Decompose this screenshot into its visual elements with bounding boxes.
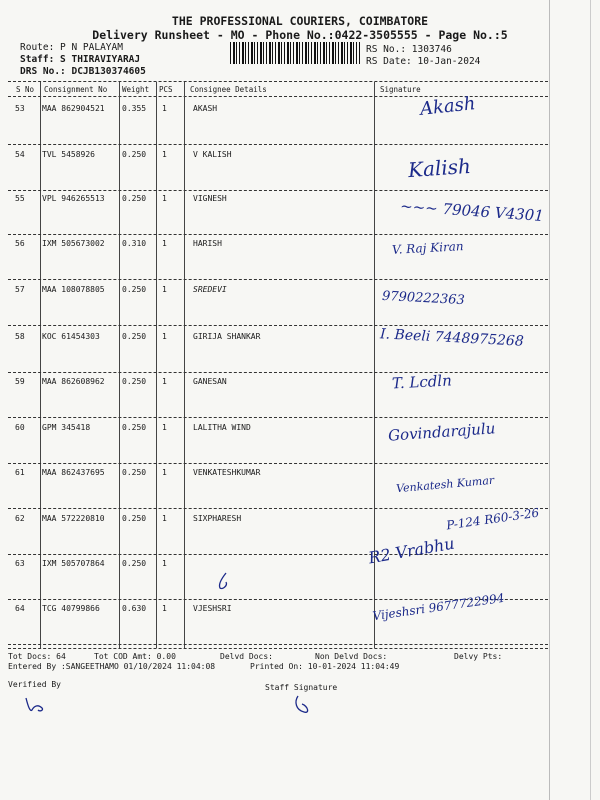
row-consignee: GIRIJA SHANKAR bbox=[193, 332, 261, 341]
row-consignee: VJESHSRI bbox=[193, 604, 232, 613]
tot-cod-amt: Tot COD Amt: 0.00 bbox=[94, 652, 176, 661]
row-63-pen-mark bbox=[212, 570, 236, 594]
staff-signature-mark bbox=[290, 692, 318, 722]
row-pcs: 1 bbox=[162, 150, 167, 159]
col-divider bbox=[184, 82, 185, 648]
row-sno: 64 bbox=[15, 604, 25, 613]
col-consignment: Consignment No bbox=[44, 85, 108, 94]
verified-by-label: Verified By bbox=[8, 680, 61, 689]
row-consignee: HARISH bbox=[193, 239, 222, 248]
header-top-rule bbox=[8, 81, 548, 82]
row-consignee: SREDEVI bbox=[193, 285, 227, 294]
page-edge bbox=[549, 0, 550, 800]
verified-by-signature bbox=[22, 692, 52, 716]
barcode bbox=[230, 42, 360, 64]
row-consignment: MAA 108078805 bbox=[42, 285, 105, 294]
row-signature: R2 Vrabhu bbox=[367, 533, 456, 568]
row-signature: Govindarajulu bbox=[387, 419, 496, 445]
row-pcs: 1 bbox=[162, 559, 167, 568]
row-signature: T. Lcdln bbox=[391, 371, 453, 393]
row-weight: 0.355 bbox=[122, 104, 147, 113]
page-edge-outer bbox=[590, 0, 591, 800]
row-consignment: MAA 862437695 bbox=[42, 468, 105, 477]
delvd-docs: Delvd Docs: bbox=[220, 652, 273, 661]
row-weight: 0.250 bbox=[122, 514, 147, 523]
row-pcs: 1 bbox=[162, 514, 167, 523]
row-consignment: TCG 40799866 bbox=[42, 604, 100, 613]
company-title: THE PROFESSIONAL COURIERS, COIMBATORE bbox=[171, 14, 429, 28]
row-divider bbox=[8, 190, 548, 191]
row-pcs: 1 bbox=[162, 423, 167, 432]
row-signature: Venkatesh Kumar bbox=[395, 473, 495, 496]
row-sno: 58 bbox=[15, 332, 25, 341]
row-consignee: AKASH bbox=[193, 104, 218, 113]
row-weight: 0.250 bbox=[122, 559, 147, 568]
printed-on: Printed On: 10-01-2024 11:04:49 bbox=[250, 662, 400, 671]
row-consignee: VENKATESHKUMAR bbox=[193, 468, 261, 477]
row-divider bbox=[8, 554, 548, 555]
row-consignment: VPL 946265513 bbox=[42, 194, 105, 203]
row-signature: Vijeshsri 9677722994 bbox=[371, 590, 506, 624]
col-divider bbox=[40, 82, 41, 648]
row-consignee: V KALISH bbox=[193, 150, 232, 159]
row-weight: 0.250 bbox=[122, 285, 147, 294]
row-divider bbox=[8, 325, 548, 326]
non-delvd-docs: Non Delvd Docs: bbox=[315, 652, 388, 661]
row-pcs: 1 bbox=[162, 285, 167, 294]
footer-rule bbox=[8, 648, 548, 649]
col-signature: Signature bbox=[380, 85, 421, 94]
row-divider bbox=[8, 508, 548, 509]
row-pcs: 1 bbox=[162, 332, 167, 341]
row-weight: 0.250 bbox=[122, 377, 147, 386]
col-sno: S No bbox=[16, 85, 35, 94]
delvy-pts: Delvy Pts: bbox=[454, 652, 503, 661]
row-divider bbox=[8, 372, 548, 373]
row-signature: I. Beeli 7448975268 bbox=[379, 326, 525, 350]
row-divider bbox=[8, 644, 548, 645]
row-sno: 60 bbox=[15, 423, 25, 432]
row-weight: 0.250 bbox=[122, 332, 147, 341]
row-signature: P-124 R60-3-26 bbox=[445, 505, 541, 533]
row-divider bbox=[8, 463, 548, 464]
row-consignment: IXM 505673002 bbox=[42, 239, 105, 248]
row-weight: 0.310 bbox=[122, 239, 147, 248]
row-weight: 0.630 bbox=[122, 604, 147, 613]
row-pcs: 1 bbox=[162, 604, 167, 613]
row-pcs: 1 bbox=[162, 194, 167, 203]
row-signature: Kalish bbox=[407, 153, 472, 183]
row-divider bbox=[8, 279, 548, 280]
row-consignment: MAA 862904521 bbox=[42, 104, 105, 113]
staff-signature-label: Staff Signature bbox=[265, 683, 338, 692]
row-sno: 57 bbox=[15, 285, 25, 294]
row-sno: 56 bbox=[15, 239, 25, 248]
tot-docs: Tot Docs: 64 bbox=[8, 652, 66, 661]
route-label: Route: P N PALAYAM bbox=[20, 42, 123, 53]
row-consignment: IXM 505707864 bbox=[42, 559, 105, 568]
runsheet-subtitle: Delivery Runsheet - MO - Phone No.:0422-3505555 - Page No.:5 bbox=[92, 28, 508, 42]
rs-date: RS Date: 10-Jan-2024 bbox=[366, 56, 481, 67]
row-consignment: TVL 5458926 bbox=[42, 150, 95, 159]
row-weight: 0.250 bbox=[122, 194, 147, 203]
row-consignment: MAA 862608962 bbox=[42, 377, 105, 386]
row-pcs: 1 bbox=[162, 104, 167, 113]
row-consignment: MAA 572220810 bbox=[42, 514, 105, 523]
row-sno: 55 bbox=[15, 194, 25, 203]
row-pcs: 1 bbox=[162, 468, 167, 477]
rs-number: RS No.: 1303746 bbox=[366, 44, 452, 55]
row-weight: 0.250 bbox=[122, 150, 147, 159]
entered-by: Entered By :SANGEETHAMO 01/10/2024 11:04:08 bbox=[8, 662, 216, 671]
col-divider bbox=[156, 82, 157, 648]
row-weight: 0.250 bbox=[122, 468, 147, 477]
row-sno: 63 bbox=[15, 559, 25, 568]
row-divider bbox=[8, 144, 548, 145]
row-signature: V. Raj Kiran bbox=[391, 239, 464, 257]
row-pcs: 1 bbox=[162, 239, 167, 248]
row-sno: 61 bbox=[15, 468, 25, 477]
row-sno: 59 bbox=[15, 377, 25, 386]
row-divider bbox=[8, 417, 548, 418]
col-weight: Weight bbox=[122, 85, 150, 94]
col-consignee: Consignee Details bbox=[190, 85, 267, 94]
row-sno: 62 bbox=[15, 514, 25, 523]
row-consignee: LALITHA WIND bbox=[193, 423, 251, 432]
row-weight: 0.250 bbox=[122, 423, 147, 432]
drs-number: DRS No.: DCJB130374605 bbox=[20, 66, 146, 77]
row-sno: 53 bbox=[15, 104, 25, 113]
row-consignment: KOC 61454303 bbox=[42, 332, 100, 341]
row-consignee: SIXPHARESH bbox=[193, 514, 242, 523]
row-pcs: 1 bbox=[162, 377, 167, 386]
col-pcs: PCS bbox=[159, 85, 173, 94]
row-divider bbox=[8, 234, 548, 235]
row-signature: ~~~ 79046 V4301 bbox=[399, 197, 545, 225]
row-signature: Akash bbox=[419, 93, 477, 120]
row-sno: 54 bbox=[15, 150, 25, 159]
row-consignment: GPM 345418 bbox=[42, 423, 91, 432]
col-divider bbox=[119, 82, 120, 648]
staff-label: Staff: S THIRAVIYARAJ bbox=[20, 54, 141, 65]
row-signature: 9790222363 bbox=[381, 288, 466, 309]
row-consignee: GANESAN bbox=[193, 377, 227, 386]
row-consignee: VIGNESH bbox=[193, 194, 227, 203]
